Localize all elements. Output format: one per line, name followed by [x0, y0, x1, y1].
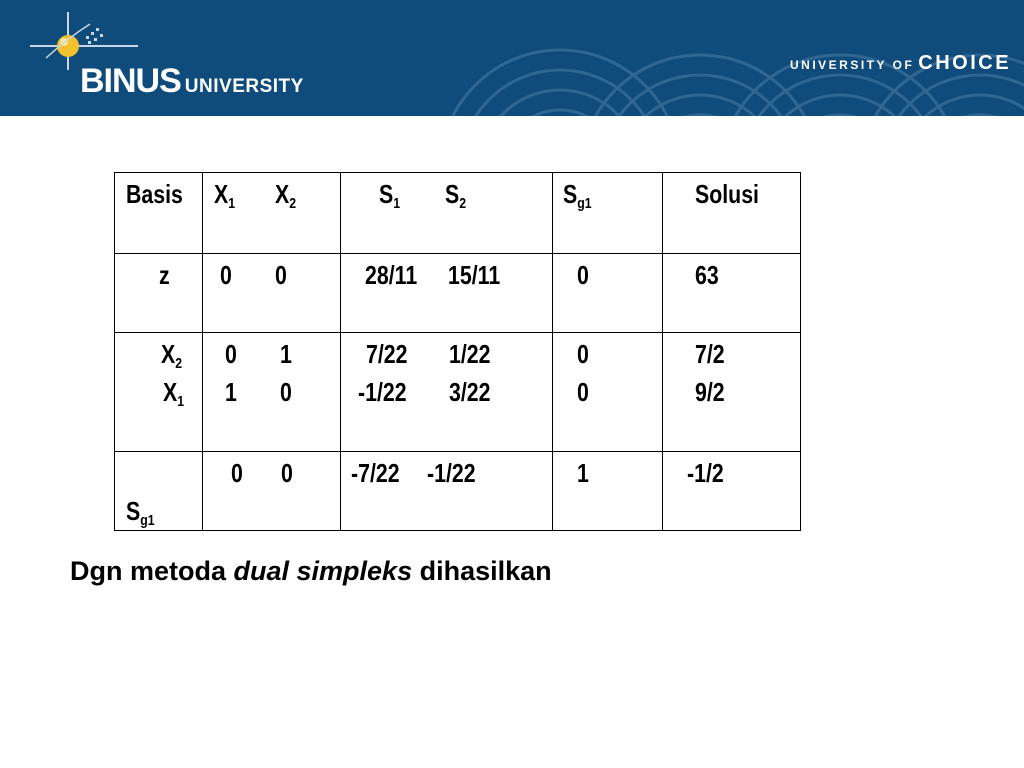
table-row-x [115, 333, 801, 452]
row-x2-basis: $X_2$ [161, 339, 183, 372]
row-x1-basis: $X_1$ [163, 377, 185, 410]
row-sg1-x1: 0 [231, 458, 243, 488]
row-x2-x2: 1 [280, 339, 292, 369]
row-sg1-sg1: 1 [577, 458, 589, 488]
caption-text-after: dihasilkan [412, 556, 552, 586]
header-x-cell [203, 173, 341, 254]
header-s2: $S_2$ [445, 179, 467, 212]
header-x1: $X_1$ [214, 179, 236, 212]
header-banner [0, 0, 1024, 116]
row-z-s2: 15/11 [448, 260, 501, 290]
row-sg1-x2: 0 [281, 458, 293, 488]
row-x2-s1: 7/22 [366, 339, 408, 369]
header-solusi-cell [663, 173, 801, 254]
row-z-solusi: 63 [695, 260, 719, 290]
row-z-s1: 28/11 [365, 260, 418, 290]
row-x2-solusi: 7/2 [695, 339, 725, 369]
header-x2: $X_2$ [275, 179, 297, 212]
row-z-x2: 0 [275, 260, 287, 290]
tagline [790, 52, 1011, 75]
table-row-sg1 [115, 452, 801, 531]
binus-logo [28, 10, 308, 110]
row-x1-s2: 3/22 [449, 377, 491, 407]
row-x2-s2: 1/22 [449, 339, 491, 369]
slide-caption [70, 556, 552, 587]
row-x2-sg1: 0 [577, 339, 589, 369]
simplex-table [114, 172, 801, 531]
header-basis-cell [115, 173, 203, 254]
row-z-basis: z [159, 260, 170, 290]
caption-text-before: Dgn metoda [70, 556, 234, 586]
header-s1: $S_1$ [379, 179, 401, 212]
row-x2-x1: 0 [225, 339, 237, 369]
tagline-prefix: UNIVERSITY OF [790, 58, 915, 72]
row-x1-solusi: 9/2 [695, 377, 725, 407]
brand-name: BINUS [80, 62, 181, 100]
table-row-z [115, 254, 801, 333]
row-x1-x1: 1 [225, 377, 237, 407]
header-solusi: Solusi [695, 179, 759, 209]
tagline-choice: CHOICE [918, 52, 1012, 74]
row-sg1-s2: -1/22 [427, 458, 476, 488]
row-z-sg1: 0 [577, 260, 589, 290]
header-basis: Basis [126, 179, 183, 209]
row-sg1-solusi: -1/2 [687, 458, 724, 488]
row-sg1-s1: -7/22 [351, 458, 400, 488]
header-sg1-cell [553, 173, 663, 254]
header-s-cell [341, 173, 553, 254]
row-x1-x2: 0 [280, 377, 292, 407]
caption-italic: dual simpleks [233, 556, 413, 586]
header-sg1: $S_{g1}$ [563, 179, 592, 212]
row-x1-sg1: 0 [577, 377, 589, 407]
table-header-row [115, 173, 801, 254]
row-x1-s1: -1/22 [358, 377, 407, 407]
row-sg1-basis: $S_{g1}$ [126, 496, 155, 529]
row-z-x1: 0 [220, 260, 232, 290]
brand-university: UNIVERSITY [184, 76, 304, 97]
